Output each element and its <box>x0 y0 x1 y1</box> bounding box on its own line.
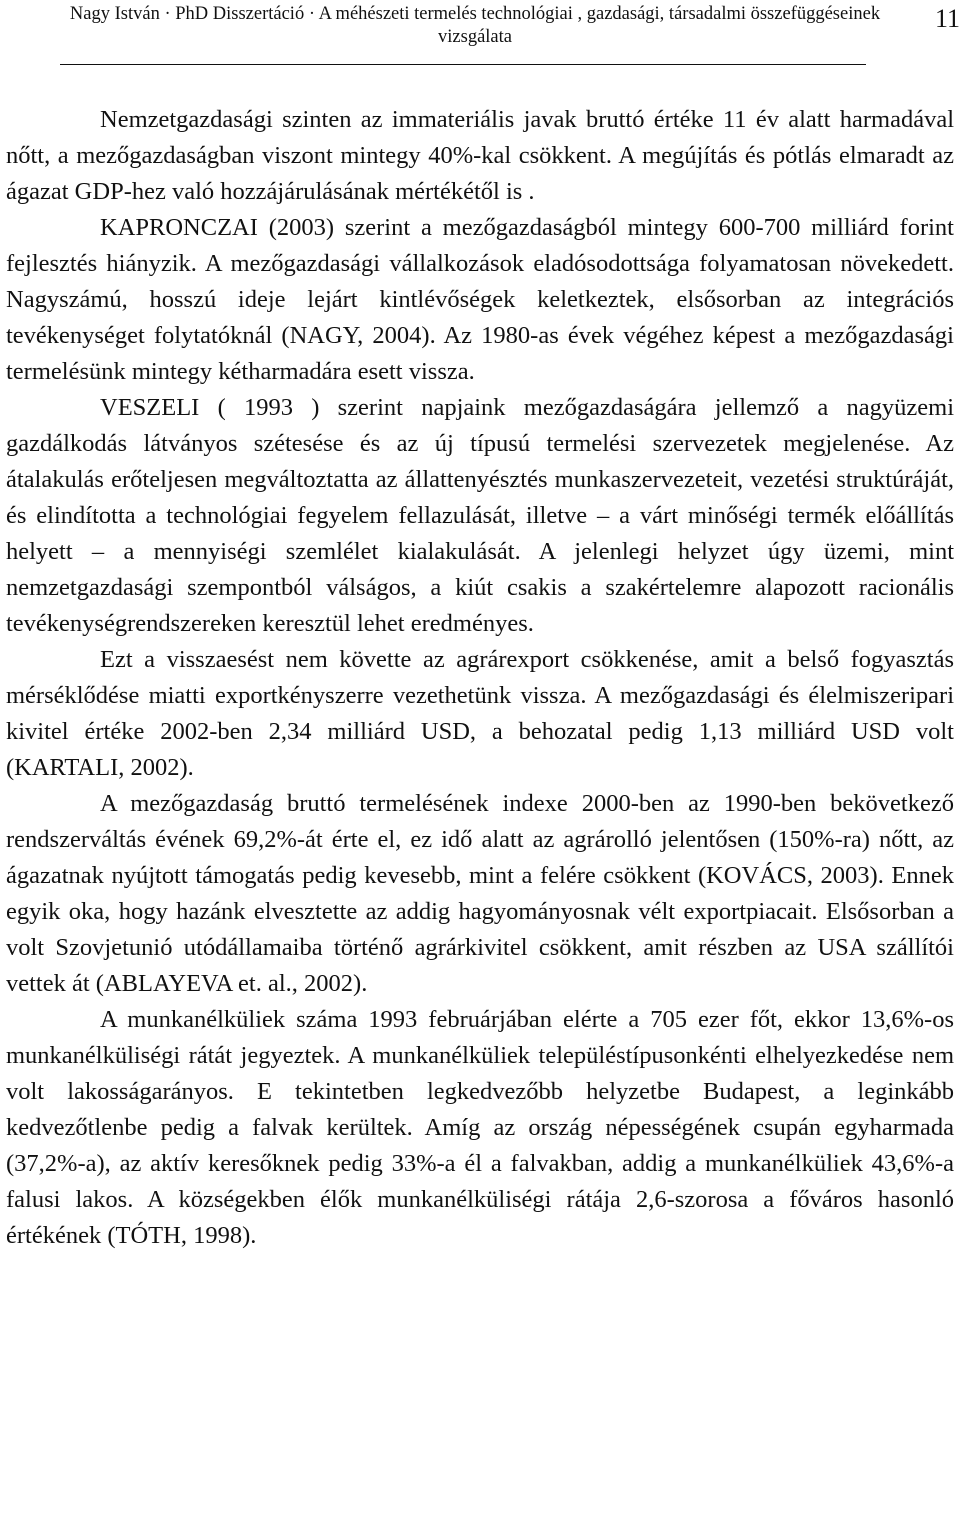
page-number: 11 <box>934 4 960 33</box>
paragraph: VESZELI ( 1993 ) szerint napjaink mezőgazdaságára jellemző a nagyüzemi gazdálkodás látványos szétesése és az új típusú termelési szervezetek megjelenése. Az átalakulás erőteljesen megváltoztatta az állattenyésztés munkaszervezeteit, vezetési struktúráját, és elindította a technológiai fegyelem fellazulását, illetve – a várt minőségi termék előállítás helyett – a mennyiségi szemlélet kialakulását. A jelenlegi helyzet úgy üzemi, mint nemzetgazdasági szempontból válságos, a kiút csakis a szakértelemre alapozott racionális tevékenységrendszereken keresztül lehet eredményes. <box>6 394 954 637</box>
paragraph: A mezőgazdaság bruttó termelésének indexe 2000-ben az 1990-ben bekövetkező rendszerváltás évének 69,2%-át érte el, ez idő alatt az agrárolló jelentősen (150%-ra) nőtt, az ágazatnak nyújtott támogatás pedig kevesebb, mint a felére csökkent (KOVÁCS, 2003). Ennek egyik oka, hogy hazánk elvesztette az addig hagyományosnak vélt exportpiacait. Elsősorban a volt Szovjetunió utódállamaiba történő agrárkivitel csökkent, amit részben az USA szállítói vettek át (ABLAYEVA et. al., 2002). <box>6 790 954 997</box>
running-header <box>60 0 890 49</box>
header-rule <box>60 64 866 65</box>
paragraph: Ezt a visszaesést nem követte az agrárexport csökkenése, amit a belső fogyasztás mérséklődése miatti exportkényszerre vezethetünk vissza. A mezőgazdasági és élelmiszeripari kivitel értéke 2002-ben 2,34 milliárd USD, a behozatal pedig 1,13 milliárd USD volt (KARTALI, 2002). <box>6 646 954 781</box>
header-title: Nagy István · PhD Disszertáció · A méhészeti termelés technológiai , gazdasági, társadalmi összefüggéseinek vizsgálata <box>69 4 881 47</box>
paragraph: A munkanélküliek száma 1993 februárjában elérte a 705 ezer főt, ekkor 13,6%-os munkanélküliségi rátát jegyeztek. A munkanélküliek településtípusonkénti elhelyezkedése nem volt lakosságarányos. E tekintetben legkedvezőbb helyzetbe Budapest, a leginkább kedvezőtlenbe pedig a falvak kerültek. Amíg az ország népességének csupán egyharmada (37,2%-a), az aktív keresőknek pedig 33%-a él a falvakban, addig a munkanélküliek 43,6%-a falusi lakos. A községekben élők munkanélküliségi rátája 2,6-szorosa a főváros hasonló értékének (TÓTH, 1998). <box>6 1006 954 1249</box>
document-body <box>6 102 954 1254</box>
paragraph: KAPRONCZAI (2003) szerint a mezőgazdaságból mintegy 600-700 milliárd forint fejlesztés hiányzik. A mezőgazdasági vállalkozások eladósodottsága folyamatosan növekedett. Nagyszámú, hosszú ideje lejárt kintlévőségek keletkeztek, elsősorban az integrációs tevékenységet folytatóknál (NAGY, 2004). Az 1980-as évek végéhez képest a mezőgazdasági termelésünk mintegy kétharmadára esett vissza. <box>6 214 954 385</box>
paragraph: Nemzetgazdasági szinten az immateriális javak bruttó értéke 11 év alatt harmadával nőtt, a mezőgazdaságban viszont mintegy 40%-kal csökkent. A megújítás és pótlás elmaradt az ágazat GDP-hez való hozzájárulásának mértékétől is . <box>6 106 954 205</box>
